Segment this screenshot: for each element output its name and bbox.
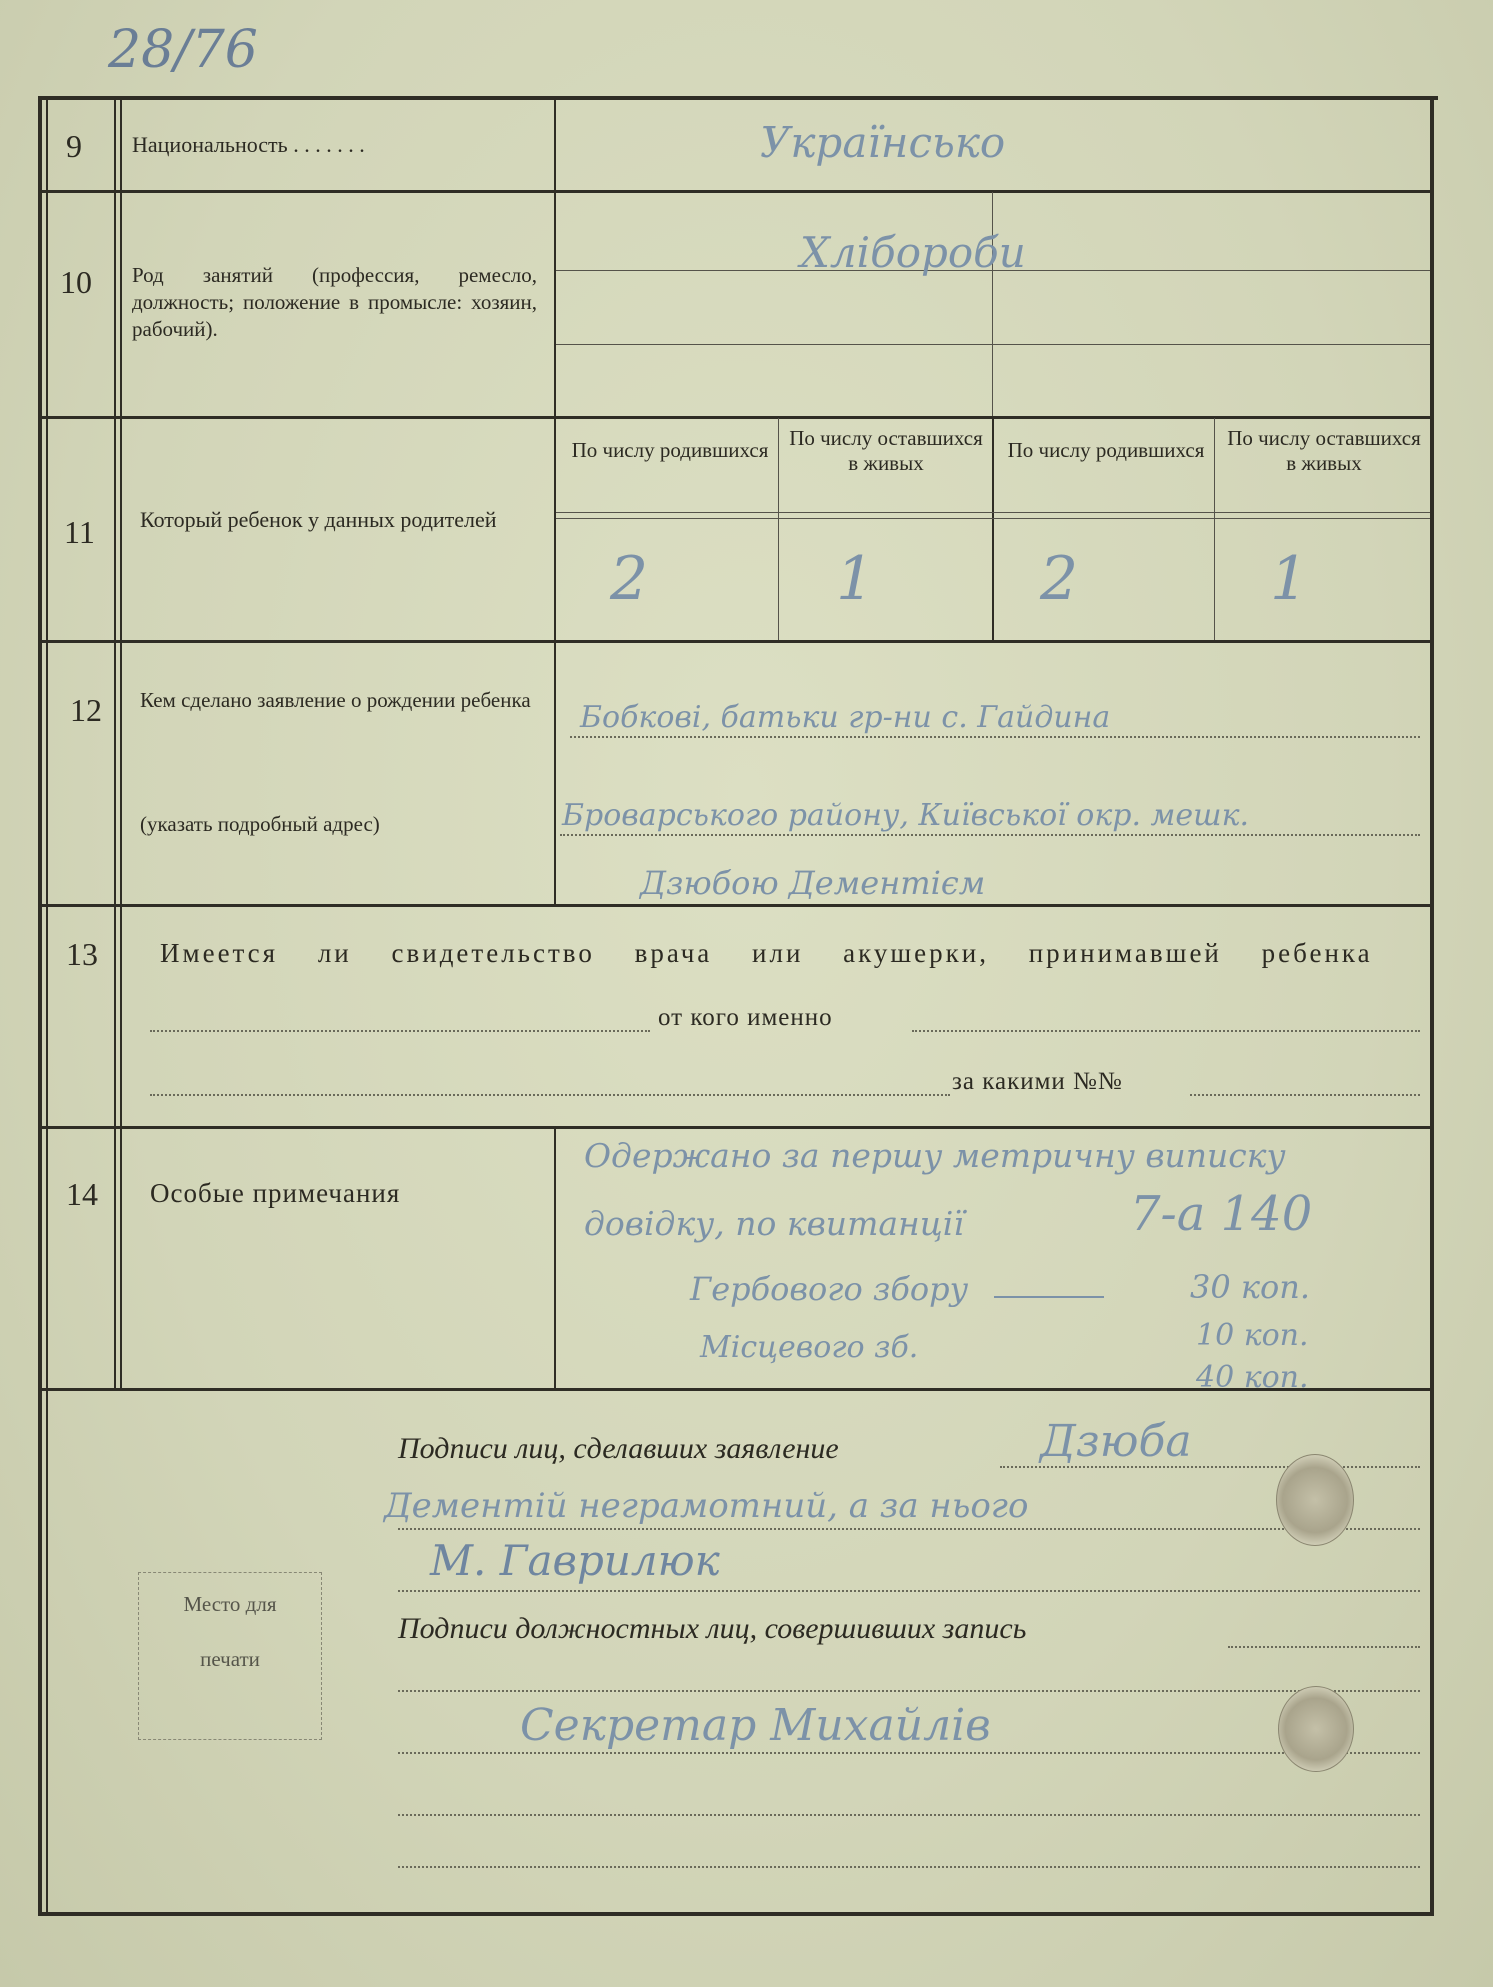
row-14-fee-2-label: Місцевого зб. — [700, 1330, 919, 1365]
row-13-dots-2b — [1190, 1094, 1420, 1096]
row-10-number: 10 — [60, 264, 92, 300]
row-12-line-3: Дзюбою Дементієм — [640, 864, 986, 902]
row-14-number: 14 — [66, 1176, 98, 1212]
row-13-dots-2a — [150, 1094, 950, 1096]
row-13-dots-1a — [150, 1030, 650, 1032]
row-sep-10 — [38, 416, 1434, 419]
official-dots-1 — [1228, 1646, 1420, 1648]
table-frame-top — [38, 96, 1438, 100]
table-frame-left — [38, 96, 42, 1916]
applicant-signatures-label: Подписи лиц, сделавших заявление — [398, 1432, 839, 1465]
row-11-number: 11 — [64, 514, 95, 550]
row-14-note-1: Одержано за першу метричну виписку — [584, 1136, 1286, 1175]
row-9-value: Українсько — [760, 118, 1006, 167]
row-9-label: Национальность . . . . . . . — [132, 132, 365, 157]
official-dots-4 — [398, 1814, 1420, 1816]
row-11-value-4: 1 — [1270, 544, 1309, 614]
row-11-header-line — [556, 512, 1430, 513]
label-column-divider — [554, 96, 556, 904]
row-12-number: 12 — [70, 692, 102, 728]
official-dots-3 — [398, 1752, 1420, 1754]
nationality-label: Национальность — [132, 132, 288, 157]
row-14-fee-2-value: 10 коп. — [1196, 1318, 1309, 1353]
row-13-from-whom: от кого именно — [658, 1004, 833, 1031]
row-sep-11 — [38, 640, 1434, 643]
row-12-dots-2 — [560, 834, 1420, 836]
row-12-sublabel: (указать подробный адрес) — [140, 812, 380, 836]
number-column-divider — [114, 96, 116, 1388]
row-12-label: Кем сделано заявление о рождении ребенка — [140, 688, 531, 712]
row-10-mid-divider — [992, 192, 993, 416]
applicant-dots-3 — [398, 1590, 1420, 1592]
row-11-value-2: 1 — [836, 544, 875, 614]
binding-hole-1 — [1276, 1454, 1354, 1546]
row-sep-13 — [38, 1126, 1434, 1129]
frame-left-inner — [46, 96, 48, 1916]
stamp-label-1: Место для — [183, 1592, 277, 1616]
label-column-divider-14 — [554, 1126, 556, 1388]
applicant-note: Дементій неграмотний, а за нього — [384, 1486, 1029, 1526]
row-11-value-1: 2 — [610, 544, 649, 614]
row-11-header-1: По числу родившихся — [571, 438, 769, 462]
row-11-label: Который ребенок у данных родителей — [140, 507, 497, 532]
row-10-value: Хлібороби — [800, 228, 1026, 277]
applicant-dots-2 — [398, 1528, 1420, 1530]
row-13-dots-1b — [912, 1030, 1420, 1032]
row-10-label: Род занятий (профессия, ремесло, должность; положение в промысле: хозяин, рабочий). — [132, 263, 537, 341]
official-signature: Секретар Михайлів — [520, 1700, 991, 1751]
row-11-header-3: По числу родившихся — [1007, 438, 1205, 462]
row-13-question: Имеется ли свидетельство врача или акушерки, принимавшей ребенка — [160, 938, 1373, 968]
row-14-receipt: 7-а 140 — [1130, 1186, 1313, 1242]
row-13-numbers: за какими №№ — [952, 1068, 1123, 1095]
applicant-signature-2: М. Гаврилюк — [430, 1536, 720, 1585]
row-14-fee-1-label: Гербового збору — [690, 1270, 969, 1308]
row-11-header-2: По числу оставшихся в живых — [789, 426, 983, 475]
row-12-line-1: Бобкові, батьки гр-ни с. Гайдина — [580, 700, 1111, 735]
row-9-number: 9 — [66, 128, 82, 164]
page-reference: 28/76 — [108, 20, 258, 80]
row-sep-9 — [38, 190, 1434, 193]
row-13-number: 13 — [66, 936, 98, 972]
row-14-label: Особые примечания — [150, 1178, 401, 1208]
row-11-value-3: 2 — [1040, 544, 1079, 614]
table-frame-bottom — [38, 1912, 1434, 1916]
row-sep-12 — [38, 904, 1434, 907]
row-14-total: 40 коп. — [1196, 1360, 1309, 1395]
row-12-line-2: Броварського району, Київської окр. мешк. — [562, 798, 1250, 833]
stamp-place — [138, 1572, 322, 1740]
binding-hole-2 — [1278, 1686, 1354, 1772]
row-11-header-4: По числу оставшихся в живых — [1227, 426, 1421, 475]
row-14-fee-1-value: 30 коп. — [1190, 1268, 1311, 1306]
official-dots-2 — [398, 1690, 1420, 1692]
row-10-line-2 — [556, 344, 1430, 345]
row-11-div-3 — [1214, 418, 1215, 640]
row-11-header-line-2 — [556, 518, 1430, 519]
applicant-signature: Дзюба — [1040, 1416, 1192, 1467]
row-14-note-2: довідку, по квитанції — [584, 1204, 964, 1243]
row-14-fee-dash — [994, 1296, 1104, 1298]
row-12-dots-1 — [570, 736, 1420, 738]
row-11-div-1 — [778, 418, 779, 640]
number-column-divider-2 — [120, 96, 122, 1388]
official-signatures-label: Подписи должностных лиц, совершивших запись — [398, 1612, 1027, 1645]
stamp-label-2: печати — [200, 1647, 260, 1671]
table-frame-right — [1430, 96, 1434, 1916]
official-dots-5 — [398, 1866, 1420, 1868]
row-11-div-2 — [992, 418, 994, 640]
